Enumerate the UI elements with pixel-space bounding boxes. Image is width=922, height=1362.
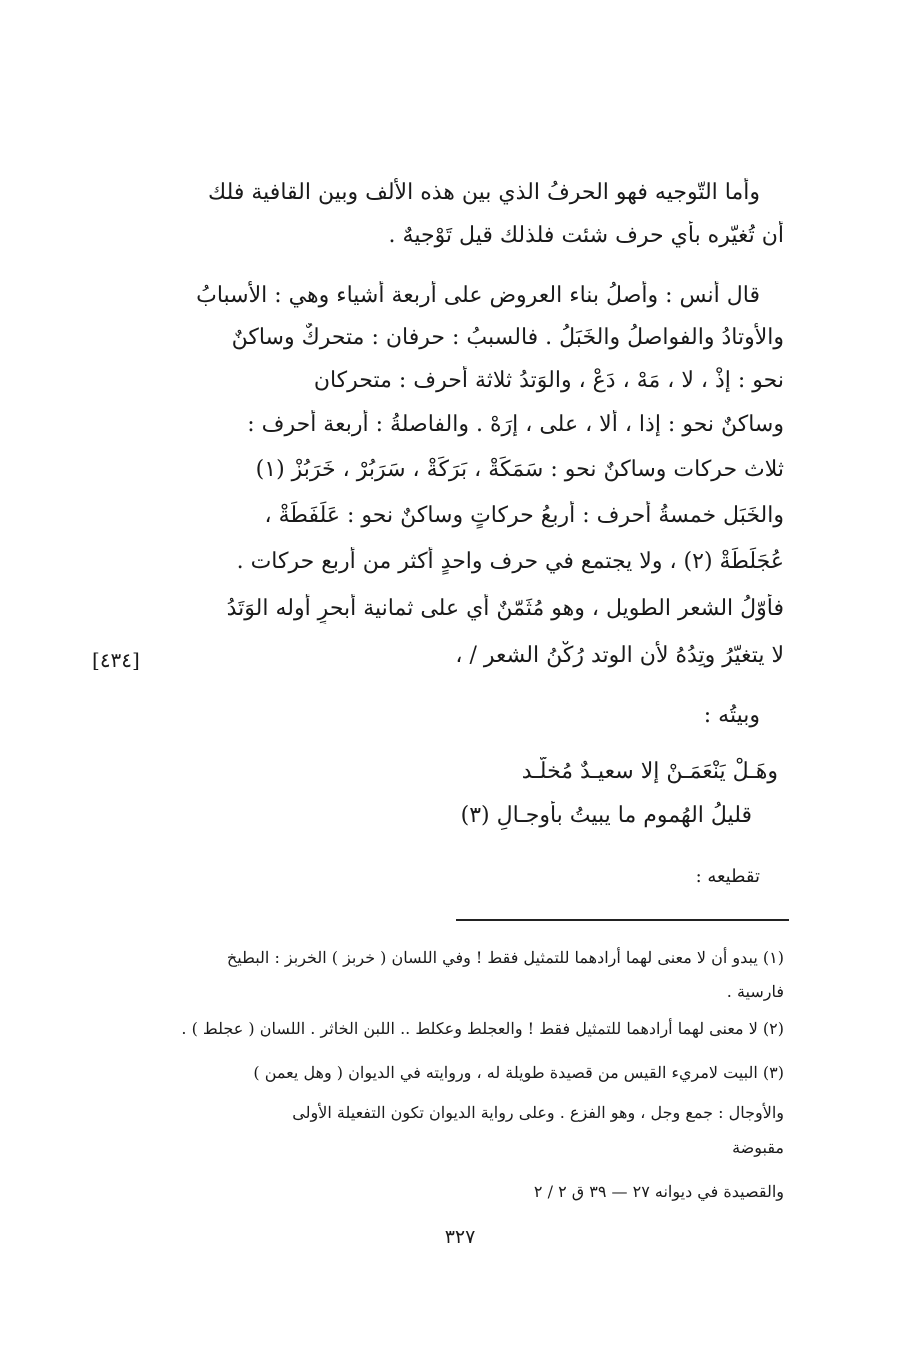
scansion-label: تقطيعه :: [695, 866, 760, 887]
paragraph-2-line-5: ثلاث حركات وساكنٌ نحو : سَمَكَةْ ، بَرَكَةْ ، سَرَبُرْ ، خَرَبُزْ (١): [255, 457, 784, 482]
paragraph-2-line-1: قال أنس : وأصلُ بناء العروض على أربعة أشياء وهي : الأسبابُ: [196, 283, 760, 308]
footnote-1-line-2: فارسية .: [726, 982, 784, 1001]
footnote-separator: [456, 919, 789, 921]
footnote-3-line-1: (٣) البيت لامريء القيس من قصيدة طويلة له ، وروايته في الديوان ( وهل يعمن ): [253, 1063, 784, 1082]
paragraph-2-line-7: عُجَلَطَةْ (٢) ، ولا يجتمع في حرف واحدٍ أكثر من أربع حركات .: [236, 549, 784, 574]
paragraph-2-line-3: نحو : إذْ ، لا ، مَهْ ، دَعْ ، والوَتدُ ثلاثة أحرف : متحركان: [313, 368, 784, 393]
paragraph-2-line-4: وساكنٌ نحو : إذا ، ألا ، على ، إرَهْ . والفاصلةُ : أربعة أحرف :: [247, 412, 784, 437]
verse-hemistich-1: وهَـلْ يَنْعَمَـنْ إلا سعيـدٌ مُخلّـد: [521, 759, 778, 784]
verse-hemistich-2: قليلُ الهُموم ما يبيتُ بأوجـالِ (٣): [460, 803, 752, 828]
paragraph-2-line-2: والأوتادُ والفواصلُ والخَبَلُ . فالسببُ : حرفان : متحركٌ وساكنٌ: [231, 325, 784, 350]
footnote-3-line-3: مقبوضة: [732, 1138, 784, 1157]
footnote-3-line-4: والقصيدة في ديوانه ٢٧ — ٣٩ ق ٢ / ٢: [533, 1182, 784, 1201]
footnote-3-line-2: والأوجال : جمع وجل ، وهو الفزع . وعلى رواية الديوان تكون التفعيلة الأولى: [292, 1103, 784, 1122]
page-number: ٣٢٧: [444, 1226, 476, 1248]
margin-reference: [٤٣٤]: [92, 648, 140, 672]
footnote-2: (٢) لا معنى لهما أرادهما للتمثيل فقط ! والعجلط وعكلط .. اللبن الخاثر . اللسان ( عجلط ) .: [181, 1019, 784, 1038]
footnote-1-line-1: (١) يبدو أن لا معنى لهما أرادهما للتمثيل فقط ! وفي اللسان ( خربز ) الخربز : البطيخ: [226, 948, 784, 967]
paragraph-2-line-8: فأوّلُ الشعر الطويل ، وهو مُثَمّنٌ أي على ثمانية أبحرٍ أوله الوَتَدُ: [226, 596, 784, 621]
paragraph-1-line-1: وأما التّوجيه فهو الحرفُ الذي بين هذه الألف وبين القافية فلك: [208, 180, 760, 205]
verse-intro: وبيتُه :: [703, 703, 760, 728]
paragraph-1-line-2: أن تُغيّره بأي حرف شئت فلذلك قيل تَوْجيهٌ .: [388, 223, 784, 248]
paragraph-2-line-9: لا يتغيّرُ وتِدُهُ لأن الوتد رُكْنُ الشعر / ،: [455, 643, 784, 668]
paragraph-2-line-6: والخَبَل خمسةُ أحرف : أربعُ حركاتٍ وساكنٌ نحو : عَلَفَطَةْ ،: [264, 503, 784, 528]
